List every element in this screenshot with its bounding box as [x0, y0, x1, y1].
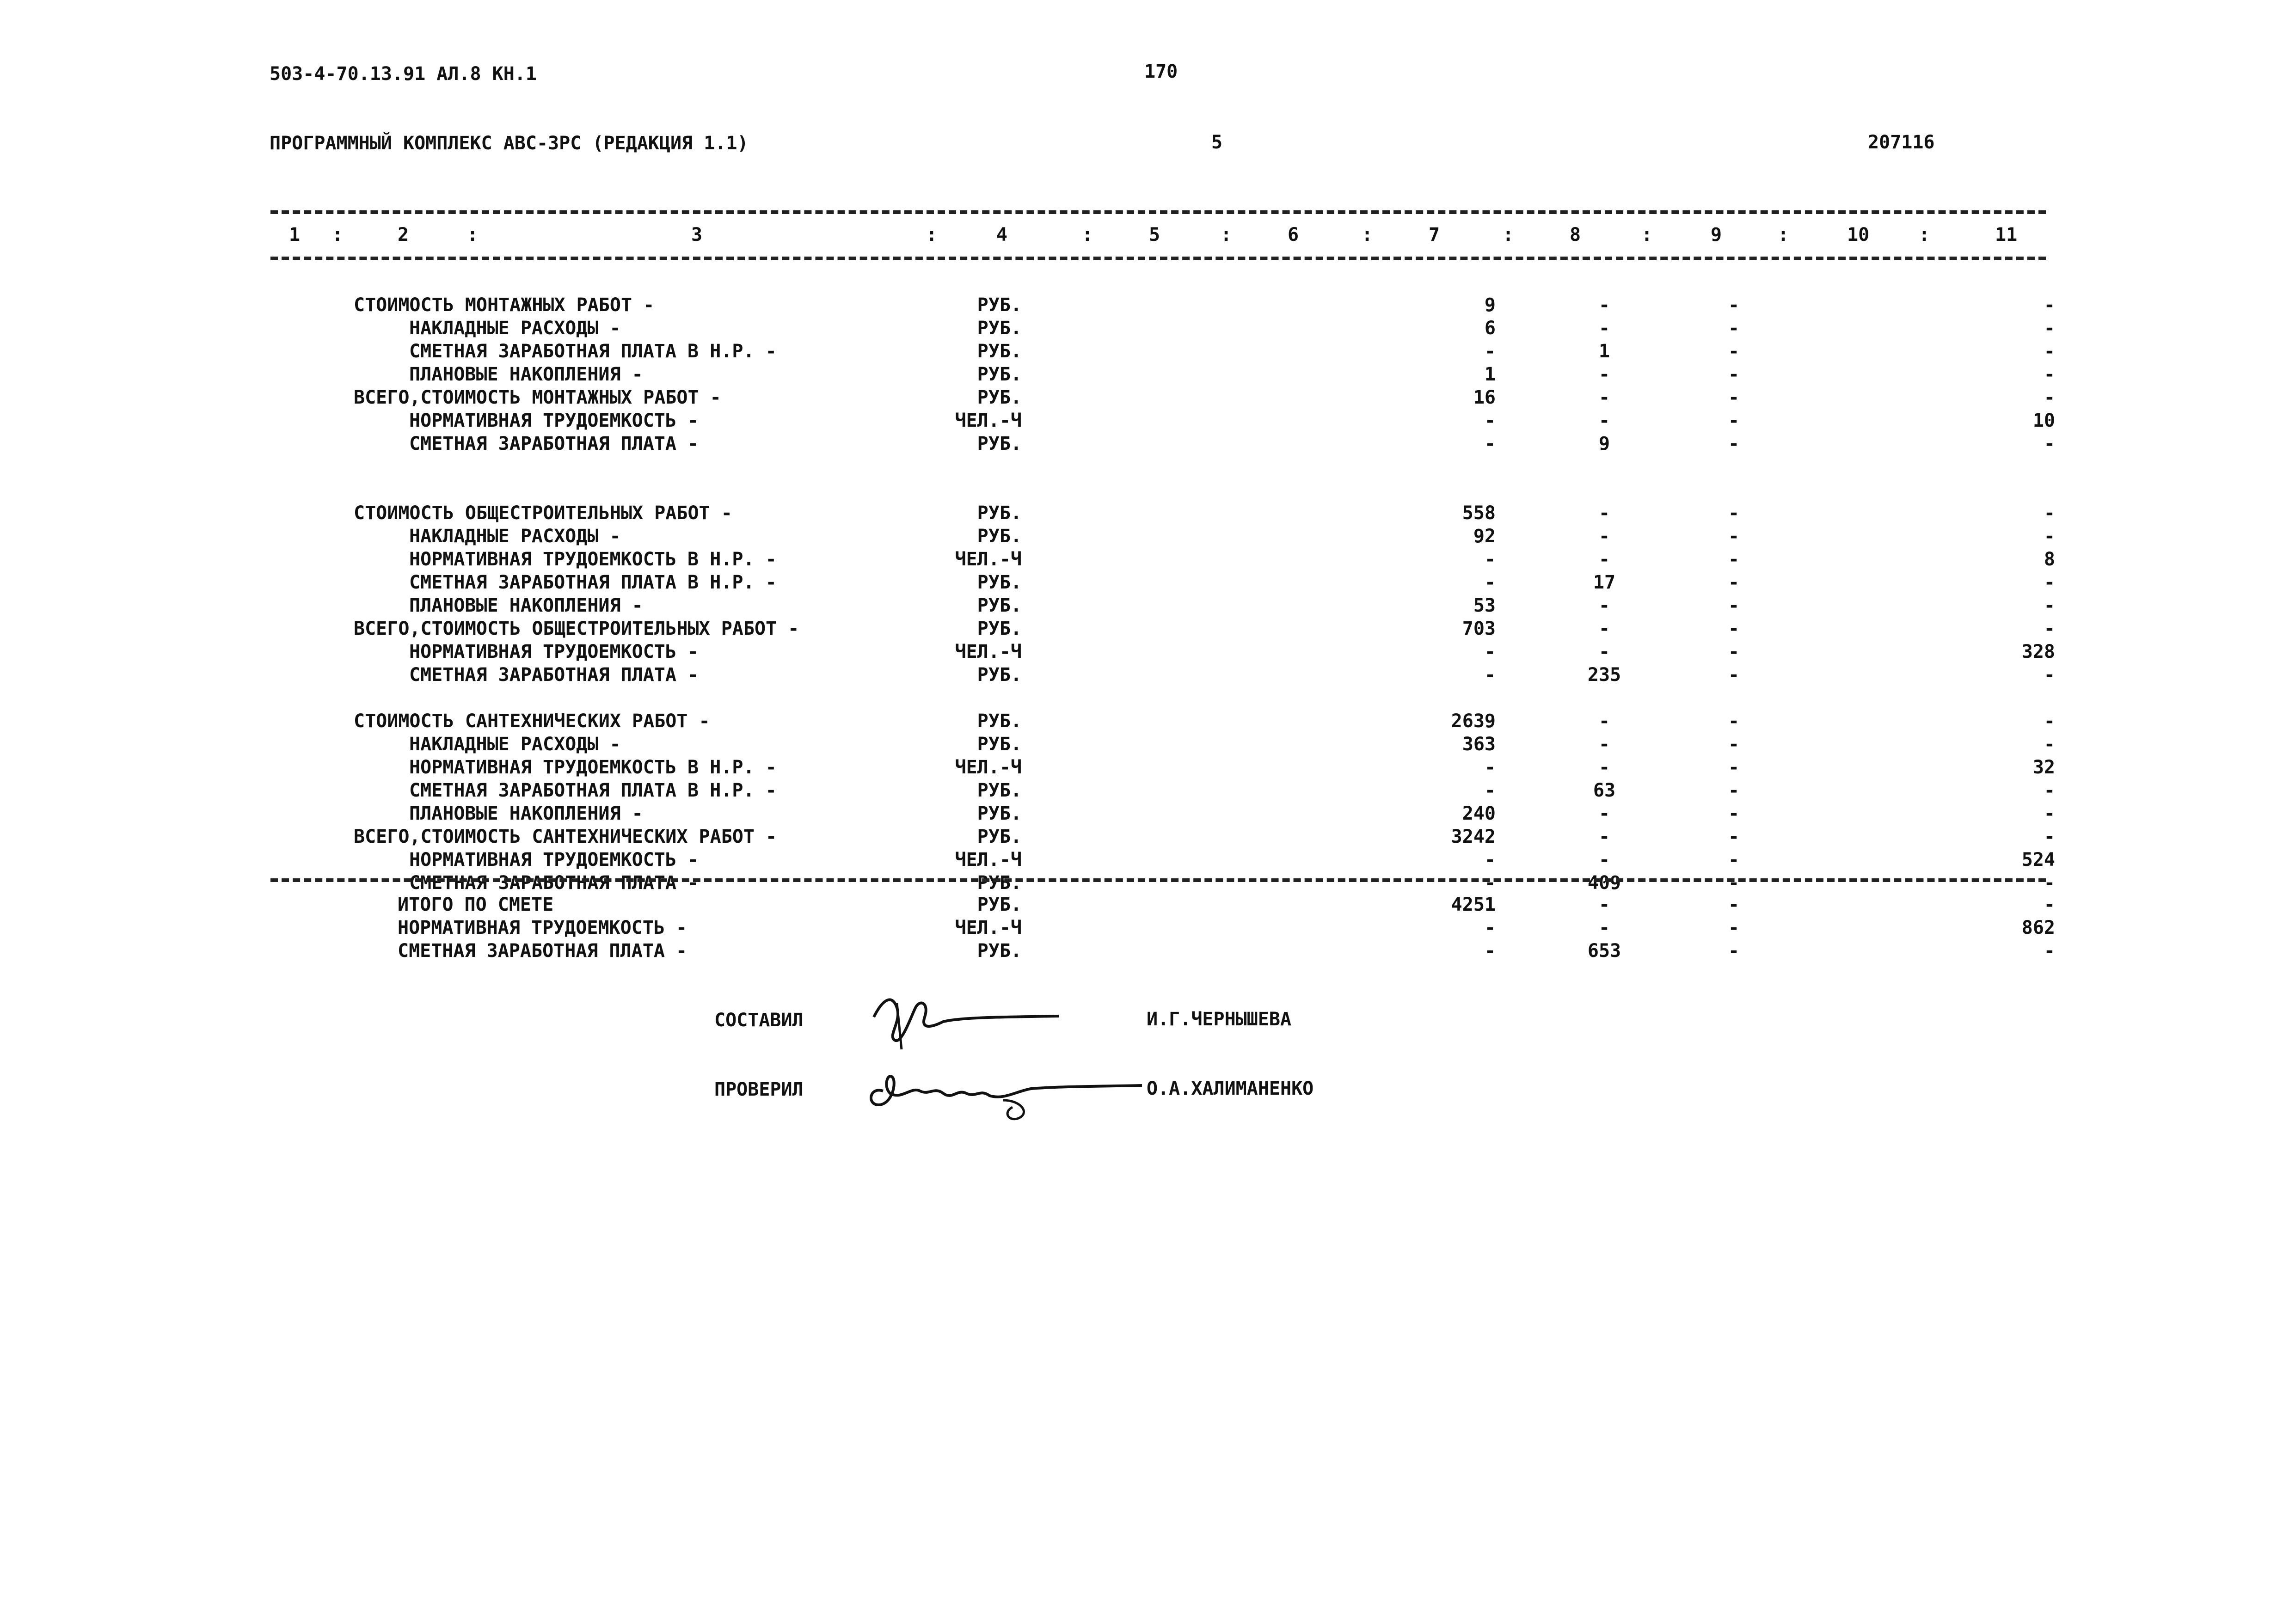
column-header-2: 2 [398, 224, 409, 245]
column-separator: : [1778, 224, 1789, 245]
col9-value: - [1728, 641, 1740, 662]
col8-value: 1 [1598, 341, 1610, 362]
column-header-rule [270, 257, 2046, 260]
col9-value: - [1728, 387, 1740, 408]
col8-value: - [1598, 849, 1610, 870]
row-label: НАКЛАДНЫЕ РАСХОДЫ - [409, 526, 621, 547]
column-separator: : [1362, 224, 1373, 245]
col9-value: - [1728, 433, 1740, 454]
col7-value: - [1484, 572, 1496, 593]
col8-value: - [1598, 503, 1610, 524]
col9-value: - [1728, 894, 1740, 915]
col8-value: - [1598, 364, 1610, 385]
col11-value: 10 [2032, 410, 2055, 431]
row-label: СМЕТНАЯ ЗАРАБОТНАЯ ПЛАТА - [409, 872, 699, 894]
row-label: НОРМАТИВНАЯ ТРУДОЕМКОСТЬ В Н.Р. - [409, 757, 777, 778]
row-label: СТОИМОСТЬ МОНТАЖНЫХ РАБОТ - [354, 294, 655, 316]
col8-value: - [1598, 549, 1610, 570]
col8-value: - [1598, 387, 1610, 408]
row-unit: РУБ. [977, 780, 1022, 801]
row-label: ПЛАНОВЫЕ НАКОПЛЕНИЯ - [409, 803, 643, 824]
row-label: СТОИМОСТЬ ОБЩЕСТРОИТЕЛЬНЫХ РАБОТ - [354, 503, 732, 524]
row-unit: РУБ. [977, 503, 1022, 524]
row-unit: ЧЕЛ.-Ч [955, 917, 1022, 938]
col11-value: - [2044, 872, 2055, 894]
row-unit: РУБ. [977, 341, 1022, 362]
col9-value: - [1728, 826, 1740, 847]
col11-value: - [2044, 664, 2055, 686]
col8-value: - [1598, 734, 1610, 755]
col7-value: - [1484, 849, 1496, 870]
col7-value: - [1484, 433, 1496, 454]
col8-value: - [1598, 894, 1610, 915]
col11-value: - [2044, 294, 2055, 316]
row-unit: РУБ. [977, 364, 1022, 385]
col9-value: - [1728, 780, 1740, 801]
col9-value: - [1728, 940, 1740, 962]
row-label: СМЕТНАЯ ЗАРАБОТНАЯ ПЛАТА - [409, 433, 699, 454]
col11-value: 524 [2021, 849, 2055, 870]
table-top-rule [270, 210, 2046, 214]
col9-value: - [1728, 849, 1740, 870]
col7-value: - [1484, 872, 1496, 894]
row-unit: РУБ. [977, 618, 1022, 639]
column-header-5: 5 [1149, 224, 1160, 245]
col9-value: - [1728, 803, 1740, 824]
column-header-11: 11 [1995, 224, 2018, 245]
column-separator: : [1641, 224, 1653, 245]
checked-by-name: О.А.ХАЛИМАНЕНКО [1147, 1078, 1314, 1099]
col8-value: 9 [1598, 433, 1610, 454]
program-name: ПРОГРАММНЫЙ КОМПЛЕКС АВС-3РС (РЕДАКЦИЯ 1.1) [270, 133, 749, 154]
row-unit: ЧЕЛ.-Ч [955, 849, 1022, 870]
col9-value: - [1728, 526, 1740, 547]
row-unit: ЧЕЛ.-Ч [955, 410, 1022, 431]
col11-value: - [2044, 780, 2055, 801]
row-unit: ЧЕЛ.-Ч [955, 549, 1022, 570]
row-label: ВСЕГО,СТОИМОСТЬ ОБЩЕСТРОИТЕЛЬНЫХ РАБОТ - [354, 618, 799, 639]
row-unit: РУБ. [977, 803, 1022, 824]
row-label: СТОИМОСТЬ САНТЕХНИЧЕСКИХ РАБОТ - [354, 711, 710, 732]
col7-value: - [1484, 341, 1496, 362]
col9-value: - [1728, 549, 1740, 570]
row-unit: РУБ. [977, 664, 1022, 686]
col7-value: - [1484, 940, 1496, 962]
row-label: ПЛАНОВЫЕ НАКОПЛЕНИЯ - [409, 595, 643, 616]
col7-value: - [1484, 780, 1496, 801]
row-unit: РУБ. [977, 595, 1022, 616]
row-label: НОРМАТИВНАЯ ТРУДОЕМКОСТЬ - [409, 849, 699, 870]
column-separator: : [1082, 224, 1093, 245]
row-unit: РУБ. [977, 526, 1022, 547]
col11-value: - [2044, 826, 2055, 847]
col7-value: - [1484, 641, 1496, 662]
row-unit: ЧЕЛ.-Ч [955, 757, 1022, 778]
compiled-by-name: И.Г.ЧЕРНЫШЕВА [1147, 1009, 1292, 1030]
col11-value: - [2044, 433, 2055, 454]
col11-value: - [2044, 618, 2055, 639]
col7-value: 4251 [1451, 894, 1496, 915]
col8-value: - [1598, 618, 1610, 639]
column-separator: : [1221, 224, 1232, 245]
column-separator: : [1919, 224, 1930, 245]
col7-value: - [1484, 549, 1496, 570]
col8-value: - [1598, 595, 1610, 616]
col8-value: - [1598, 318, 1610, 339]
col11-value: - [2044, 387, 2055, 408]
row-unit: РУБ. [977, 318, 1022, 339]
col9-value: - [1728, 572, 1740, 593]
col7-value: 9 [1484, 294, 1496, 316]
col8-value: 409 [1587, 872, 1621, 894]
col7-value: 2639 [1451, 711, 1496, 732]
row-label: ИТОГО ПО СМЕТЕ [398, 894, 554, 915]
row-label: СМЕТНАЯ ЗАРАБОТНАЯ ПЛАТА В Н.Р. - [409, 341, 777, 362]
col8-value: - [1598, 917, 1610, 938]
row-unit: РУБ. [977, 872, 1022, 894]
col9-value: - [1728, 618, 1740, 639]
col7-value: 53 [1473, 595, 1496, 616]
col7-value: 92 [1473, 526, 1496, 547]
column-header-4: 4 [996, 224, 1008, 245]
col8-value: - [1598, 803, 1610, 824]
col7-value: 558 [1462, 503, 1496, 524]
col9-value: - [1728, 711, 1740, 732]
col7-value: 240 [1462, 803, 1496, 824]
col8-value: 235 [1587, 664, 1621, 686]
col9-value: - [1728, 595, 1740, 616]
row-unit: ЧЕЛ.-Ч [955, 641, 1022, 662]
col8-value: - [1598, 826, 1610, 847]
col8-value: - [1598, 410, 1610, 431]
col11-value: - [2044, 595, 2055, 616]
col11-value: - [2044, 711, 2055, 732]
row-label: ПЛАНОВЫЕ НАКОПЛЕНИЯ - [409, 364, 643, 385]
col7-value: 1 [1484, 364, 1496, 385]
column-header-1: 1 [289, 224, 301, 245]
col7-value: - [1484, 410, 1496, 431]
col9-value: - [1728, 503, 1740, 524]
checked-signature [865, 1068, 1147, 1123]
col7-value: 6 [1484, 318, 1496, 339]
column-header-8: 8 [1570, 224, 1581, 245]
col9-value: - [1728, 757, 1740, 778]
row-label: НОРМАТИВНАЯ ТРУДОЕМКОСТЬ - [409, 410, 699, 431]
row-unit: РУБ. [977, 826, 1022, 847]
row-label: ВСЕГО,СТОИМОСТЬ САНТЕХНИЧЕСКИХ РАБОТ - [354, 826, 777, 847]
col8-value: - [1598, 757, 1610, 778]
col11-value: - [2044, 572, 2055, 593]
row-unit: РУБ. [977, 433, 1022, 454]
sheet-number: 5 [1211, 132, 1223, 153]
column-header-3: 3 [691, 224, 703, 245]
col8-value: - [1598, 294, 1610, 316]
col7-value: - [1484, 757, 1496, 778]
compiled-by-label: СОСТАВИЛ [714, 1010, 804, 1031]
row-unit: РУБ. [977, 387, 1022, 408]
column-header-6: 6 [1288, 224, 1299, 245]
col9-value: - [1728, 872, 1740, 894]
page-number: 170 [1144, 61, 1178, 82]
row-label: СМЕТНАЯ ЗАРАБОТНАЯ ПЛАТА - [409, 664, 699, 686]
column-header-7: 7 [1429, 224, 1440, 245]
row-label: НОРМАТИВНАЯ ТРУДОЕМКОСТЬ - [409, 641, 699, 662]
row-unit: РУБ. [977, 940, 1022, 962]
column-separator: : [1503, 224, 1514, 245]
col11-value: - [2044, 940, 2055, 962]
row-unit: РУБ. [977, 572, 1022, 593]
column-header-9: 9 [1711, 224, 1722, 245]
col11-value: - [2044, 526, 2055, 547]
col9-value: - [1728, 664, 1740, 686]
col9-value: - [1728, 318, 1740, 339]
col11-value: - [2044, 503, 2055, 524]
document-id: 207116 [1868, 132, 1935, 153]
row-label: СМЕТНАЯ ЗАРАБОТНАЯ ПЛАТА В Н.Р. - [409, 572, 777, 593]
col11-value: 862 [2021, 917, 2055, 938]
col11-value: 328 [2021, 641, 2055, 662]
col11-value: 32 [2032, 757, 2055, 778]
row-label: СМЕТНАЯ ЗАРАБОТНАЯ ПЛАТА В Н.Р. - [409, 780, 777, 801]
col11-value: - [2044, 894, 2055, 915]
col7-value: 363 [1462, 734, 1496, 755]
col7-value: - [1484, 917, 1496, 938]
column-header-10: 10 [1847, 224, 1870, 245]
col9-value: - [1728, 364, 1740, 385]
row-unit: РУБ. [977, 894, 1022, 915]
column-separator: : [467, 224, 479, 245]
col11-value: - [2044, 318, 2055, 339]
row-label: НАКЛАДНЫЕ РАСХОДЫ - [409, 318, 621, 339]
col7-value: 16 [1473, 387, 1496, 408]
col8-value: - [1598, 526, 1610, 547]
col8-value: - [1598, 711, 1610, 732]
col7-value: 3242 [1451, 826, 1496, 847]
col8-value: 653 [1587, 940, 1621, 962]
col8-value: 63 [1593, 780, 1616, 801]
col11-value: - [2044, 341, 2055, 362]
col11-value: - [2044, 803, 2055, 824]
row-label: НОРМАТИВНАЯ ТРУДОЕМКОСТЬ В Н.Р. - [409, 549, 777, 570]
row-label: СМЕТНАЯ ЗАРАБОТНАЯ ПЛАТА - [398, 940, 687, 962]
col7-value: 703 [1462, 618, 1496, 639]
checked-by-label: ПРОВЕРИЛ [714, 1079, 804, 1100]
row-label: НАКЛАДНЫЕ РАСХОДЫ - [409, 734, 621, 755]
row-unit: РУБ. [977, 711, 1022, 732]
col9-value: - [1728, 917, 1740, 938]
col11-value: - [2044, 364, 2055, 385]
row-label: НОРМАТИВНАЯ ТРУДОЕМКОСТЬ - [398, 917, 687, 938]
column-separator: : [332, 224, 344, 245]
row-unit: РУБ. [977, 734, 1022, 755]
col7-value: - [1484, 664, 1496, 686]
col11-value: 8 [2044, 549, 2055, 570]
doc-code: 503-4-70.13.91 АЛ.8 КН.1 [270, 63, 537, 85]
col8-value: 17 [1593, 572, 1616, 593]
col9-value: - [1728, 341, 1740, 362]
compiled-signature [869, 989, 1063, 1054]
column-separator: : [926, 224, 938, 245]
col8-value: - [1598, 641, 1610, 662]
col9-value: - [1728, 410, 1740, 431]
row-label: ВСЕГО,СТОИМОСТЬ МОНТАЖНЫХ РАБОТ - [354, 387, 721, 408]
row-unit: РУБ. [977, 294, 1022, 316]
totals-rule [270, 878, 2046, 882]
col9-value: - [1728, 294, 1740, 316]
col11-value: - [2044, 734, 2055, 755]
col9-value: - [1728, 734, 1740, 755]
